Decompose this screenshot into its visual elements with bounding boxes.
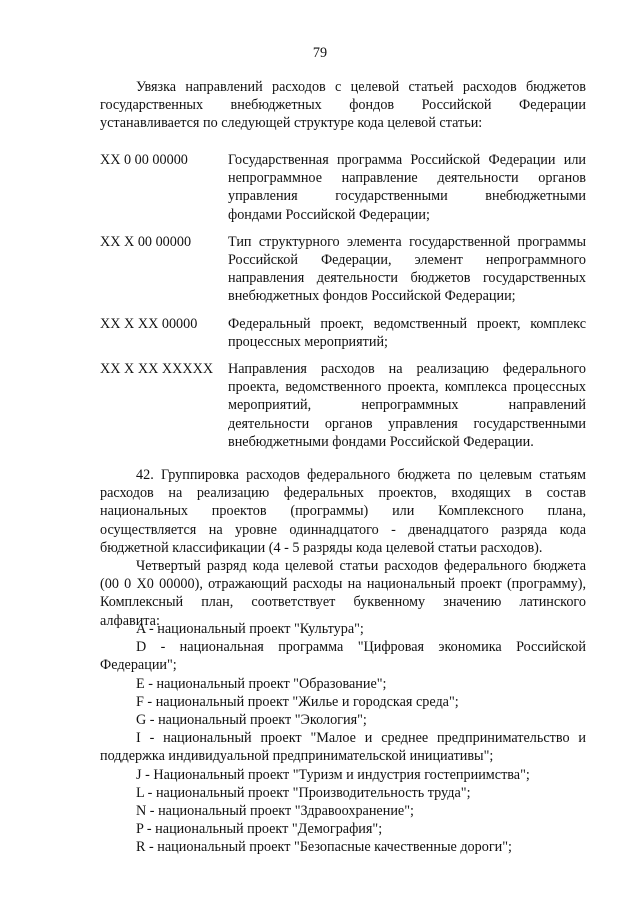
list-item [100, 638, 586, 674]
text-line: фондами Российской Федерации; [228, 206, 430, 223]
text-line: F - национальный проект "Жилье и городская среда"; [136, 694, 459, 710]
text-line: D - национальная программа "Цифровая экономика Российской [136, 639, 586, 655]
list-item [100, 838, 586, 856]
text-line: R - национальный проект "Безопасные качественные дороги"; [136, 839, 512, 855]
text-line: расходов на реализацию федеральных проектов, входящих в состав [100, 485, 586, 502]
text-line: управления государственными внебюджетными [228, 188, 586, 205]
code-pattern: XX 0 00 00000 [100, 152, 188, 168]
text-line: Федеральный проект, ведомственный проект, комплекс [228, 315, 586, 332]
code-structure-row [100, 315, 586, 351]
text-line: Государственная программа Российской Федерации или [228, 152, 586, 168]
fourth-digit-paragraph [100, 557, 586, 630]
text-line: N - национальный проект "Здравоохранение"; [136, 803, 414, 819]
text-line: непрограммное направление деятельности органов [228, 170, 586, 187]
list-item [100, 784, 586, 802]
code-structure-list [100, 151, 586, 451]
text-line: Российской Федерации, элемент непрограммного [228, 252, 586, 269]
code-structure-row [100, 151, 586, 224]
list-item [100, 693, 586, 711]
code-description [228, 233, 586, 306]
list-item [100, 675, 586, 693]
text-line: поддержка индивидуальной предпринимательской инициативы"; [100, 748, 494, 765]
text-line: Тип структурного элемента государственной программы [228, 233, 586, 250]
text-line: внебюджетных фондов Российской Федерации; [228, 288, 516, 305]
text-line: внебюджетными фондами Российской Федерации. [228, 433, 534, 450]
text-line: алфавита: [100, 612, 160, 629]
text-line: P - национальный проект "Демография"; [136, 821, 383, 837]
text-line: J - Национальный проект "Туризм и индустрия гостеприимства"; [136, 767, 530, 783]
code-description [228, 360, 586, 451]
text-line: E - национальный проект "Образование"; [136, 676, 387, 692]
text-line: A - национальный проект "Культура"; [136, 621, 364, 637]
list-item [100, 729, 586, 765]
code-structure-row [100, 360, 586, 451]
list-item [100, 820, 586, 838]
text-line: проекта, ведомственного проекта, комплекса процессных [228, 379, 586, 396]
list-item [100, 766, 586, 784]
text-line: мероприятий, непрограммных направлений [228, 397, 586, 414]
text-line: процессных мероприятий; [228, 333, 388, 350]
code-structure-row [100, 233, 586, 306]
page-number: 79 [312, 45, 328, 61]
text-line: бюджетной классификации (4 - 5 разряды кода целевой статьи расходов). [100, 539, 543, 556]
text-line: L - национальный проект "Производительность труда"; [136, 785, 471, 801]
text-line: Четвертый разряд кода целевой статьи расходов федерального бюджета [136, 558, 586, 574]
text-line: G - национальный проект "Экология"; [136, 712, 367, 728]
text-line: государственных внебюджетных фондов Российской Федерации [100, 97, 586, 114]
text-line: осуществляется на уровне одиннадцатого - двенадцатого разряда кода [100, 521, 586, 538]
text-line: национальных проектов (программы) или Комплексного плана, [100, 503, 586, 520]
list-item [100, 620, 586, 638]
text-line: Комплексный план, соответствует буквенному значению латинского [100, 594, 586, 611]
code-description [228, 151, 586, 224]
list-item [100, 711, 586, 729]
section-42-paragraph [100, 466, 586, 557]
text-line: 42. Группировка расходов федерального бюджета по целевым статьям [136, 467, 586, 483]
text-line: деятельности органов управления государственными [228, 415, 586, 432]
text-line: I - национальный проект "Малое и среднее предпринимательство и [136, 730, 586, 746]
text-line: Федерации"; [100, 657, 177, 674]
code-pattern: XX X XX 00000 [100, 315, 198, 332]
text-line: устанавливается по следующей структуре кода целевой статьи: [100, 115, 483, 132]
code-description [228, 315, 586, 351]
intro-paragraph [100, 78, 586, 133]
code-pattern: XX X 00 00000 [100, 233, 192, 250]
text-line: направления деятельности бюджетов государственных [228, 270, 586, 287]
text-line: (00 0 X0 00000), отражающий расходы на национальный проект (программу), [100, 576, 586, 593]
code-pattern: XX X XX XXXXX [100, 361, 214, 378]
list-item [100, 802, 586, 820]
text-line: Направления расходов на реализацию федерального [228, 361, 586, 378]
text-line: Увязка направлений расходов с целевой статьей расходов бюджетов [136, 79, 586, 95]
